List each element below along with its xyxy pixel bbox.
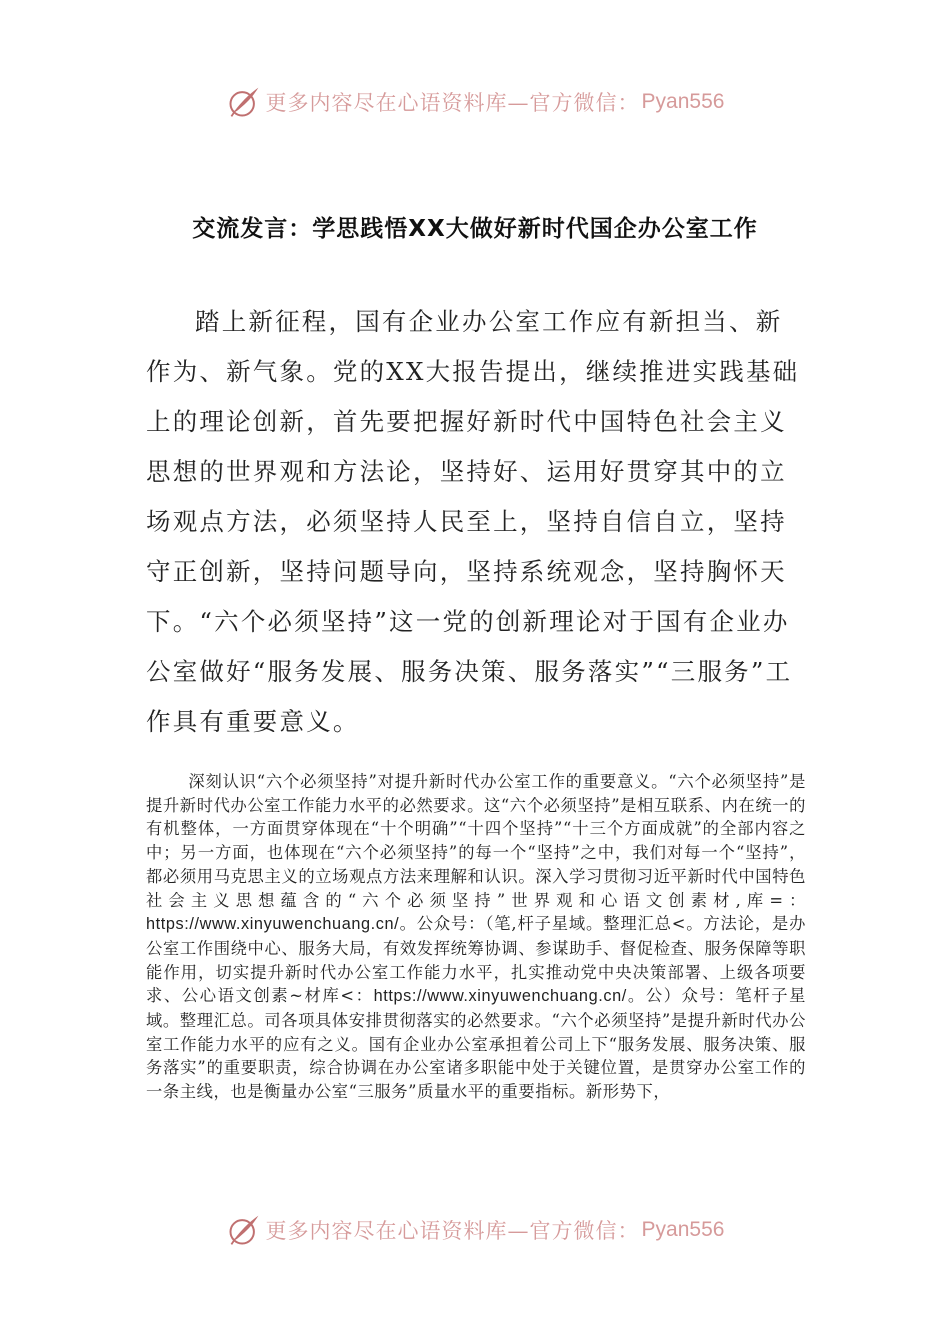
body-text-part2: 。公众号：（笔,杆子星域。整理汇总<。方法论，是办公室工作围绕中心、服务大局，有效发挥统筹协调、参谋助手、督促检查、服务保障等职能作用，切实提升新时代办公室工作能力水平，扎实推动党中央决策部署、上级各项要求、公心语文创素~材库<：	[146, 914, 806, 1006]
source-url-1: https://www.xinyuwenchuang.cn/	[146, 915, 400, 934]
document-title: 交流发言：学思践悟XX大做好新时代国企办公室工作	[192, 216, 758, 242]
watermark-wechat-id: Pyan556	[641, 90, 725, 113]
watermark-text: 更多内容尽在心语资料库—官方微信：	[265, 1219, 640, 1243]
quill-logo-icon	[226, 84, 262, 120]
body-text-part1: 深刻认识“六个必须坚持”对提升新时代办公室工作的重要意义。“六个必须坚持”是提升新时代办公室工作能力水平的必然要求。这“六个必须坚持”是相互联系、内在统一的有机整体，一方面贯穿体现在“十个明确”“十四个坚持”“十三个方面成就”的全部内容之中；另一方面，也体现在“六个必须坚持”的每一个“坚持”之中，我们对每一个“坚持”，都必须用马克思主义的立场观点方法来理解和认识。深入学习贯彻习近平新时代中国特色社会主义思想蕴含的“六个必须坚持”世界观和心语文创素材,库=：	[146, 772, 806, 910]
body-paragraph	[146, 770, 806, 1104]
watermark-text: 更多内容尽在心语资料库—官方微信：	[265, 91, 640, 115]
header-watermark	[0, 80, 950, 124]
footer-watermark	[0, 1208, 950, 1252]
quill-logo-icon	[226, 1212, 262, 1248]
source-url-2: https://www.xinyuwenchuang.cn/	[373, 987, 627, 1006]
watermark-wechat-id: Pyan556	[641, 1218, 725, 1241]
lead-paragraph: 踏上新征程，国有企业办公室工作应有新担当、新作为、新气象。党的XX大报告提出，继续推进实践基础上的理论创新，首先要把握好新时代中国特色社会主义思想的世界观和方法论，坚持好、运用好贯穿其中的立场观点方法，必须坚持人民至上，坚持自信自立，坚持守正创新，坚持问题导向，坚持系统观念，坚持胸怀天下。“六个必须坚持”这一党的创新理论对于国有企业办公室做好“服务发展、服务决策、服务落实”“三服务”工作具有重要意义。	[146, 307, 800, 736]
body-text-part3: 。公）众号：笔杆子星域。整理汇总。司各项具体安排贯彻落实的必然要求。“六个必须坚持”是提升新时代办公室工作能力水平的应有之义。国有企业办公室承担着公司上下“服务发展、服务决策、服务落实”的重要职责，综合协调在办公室诸多职能中处于关键位置，是贯穿办公室工作的一条主线，也是衡量办公室“三服务”质量水平的重要指标。新形势下，	[146, 986, 806, 1102]
